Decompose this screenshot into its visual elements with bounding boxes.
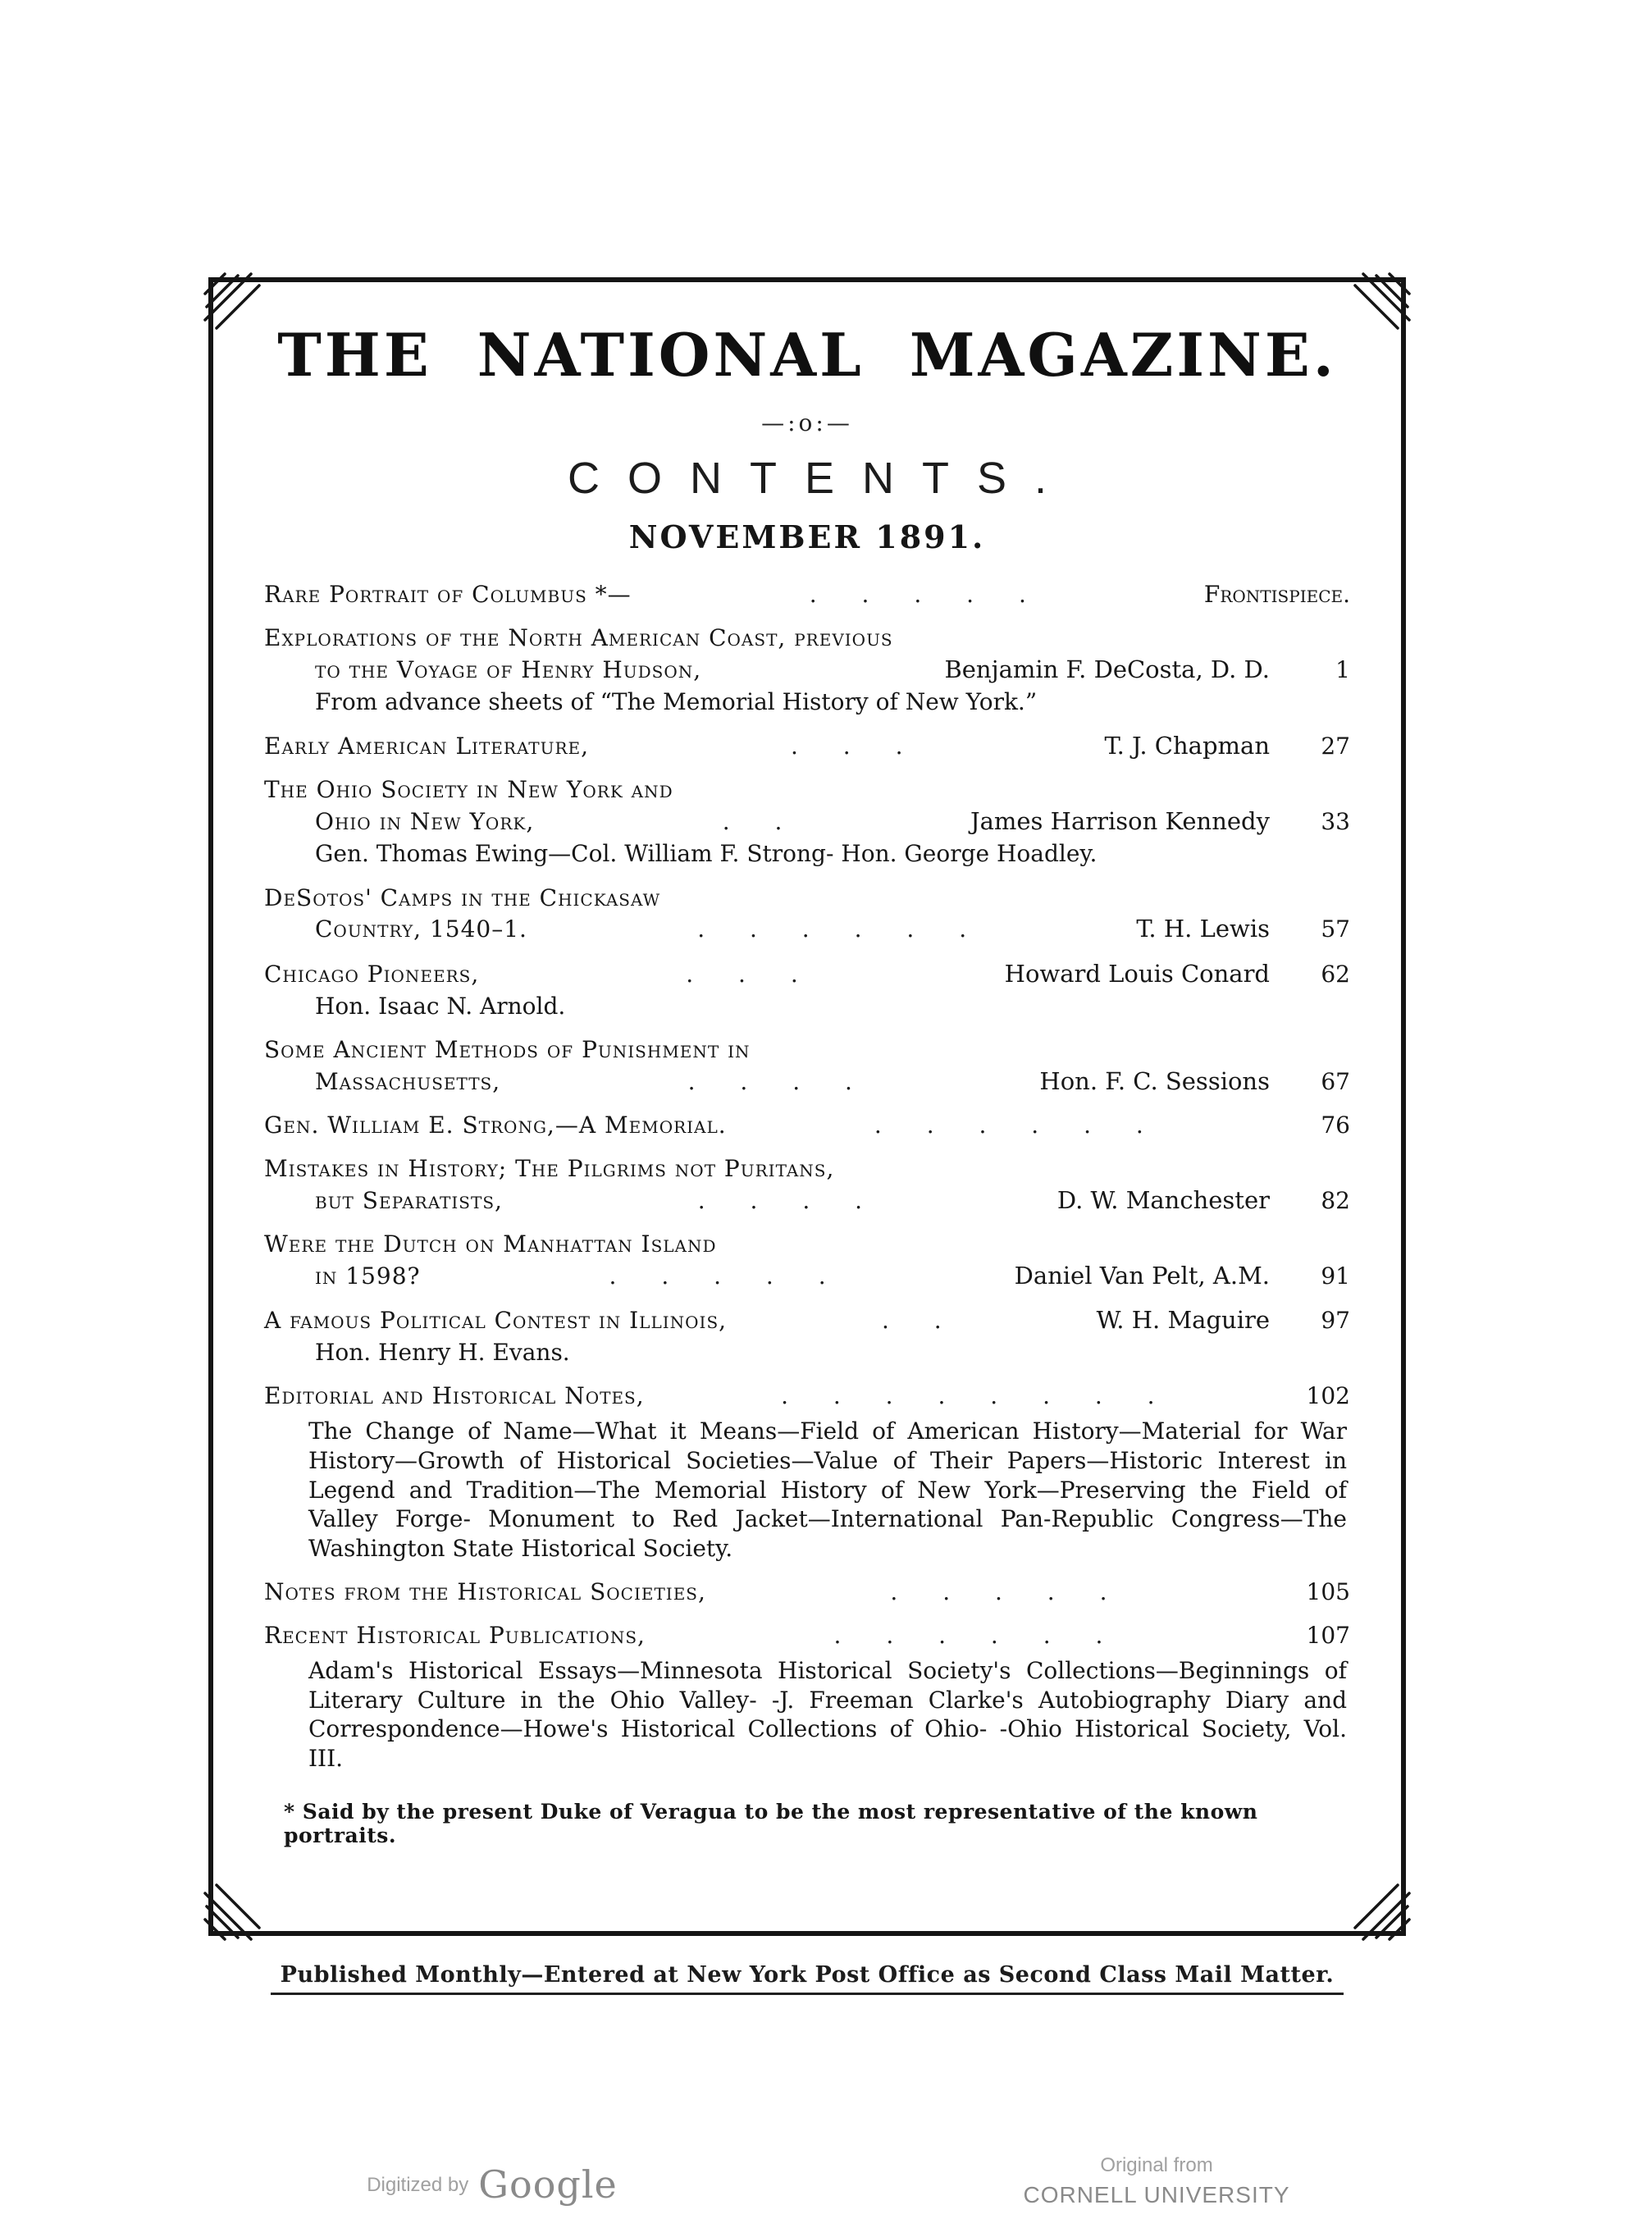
google-logo: Google	[478, 2162, 618, 2207]
toc-row-title: Mistakes in History; The Pilgrims not Puritans,	[264, 1154, 835, 1182]
toc-page-number: 67	[1321, 1067, 1350, 1095]
toc-entry	[264, 1035, 1350, 1097]
dot-leader: . . . .	[687, 1067, 852, 1095]
digitized-by-label: Digitized by	[367, 2174, 469, 2196]
toc-author: T. J. Chapman	[1104, 732, 1270, 760]
page-frame	[208, 277, 1406, 1936]
toc-row	[264, 1185, 1350, 1216]
dot-leader: . . . . . .	[874, 1111, 1143, 1139]
toc-row	[264, 731, 1350, 761]
toc-paragraph: Adam's Historical Essays—Minnesota Historical Society's Collections—Beginnings of Literary Culture in the Ohio Valley- -J. Freeman Clarke's Autobiography Diary and Correspondence—Howe's Historical Collections of Ohio- -Ohio Historical Society, Vol. III.	[308, 1656, 1347, 1773]
toc-author: Daniel Van Pelt, A.M.	[1014, 1261, 1270, 1290]
toc-entry	[264, 623, 1350, 717]
toc-page-number: 102	[1306, 1382, 1350, 1410]
toc-row-title: Editorial and Historical Notes,	[264, 1382, 645, 1410]
toc-row-title: to the Voyage of Henry Hudson,	[315, 655, 702, 683]
toc-author: W. H. Maguire	[1096, 1305, 1270, 1334]
toc-paragraph: The Change of Name—What it Means—Field of American History—Material for War History—Growth of Historical Societies—Value of Their Papers—Historic Interest in Legend and Tradition—The Memorial History of New York—Preserving the Field of Valley Forge- Monument to Red Jacket—International Pan-Republic Congress—The Washington State Historical Society.	[308, 1418, 1347, 1563]
toc-page-number: 27	[1321, 733, 1350, 760]
toc-row	[264, 806, 1350, 837]
toc-entry	[264, 1230, 1350, 1291]
magazine-title: THE NATIONAL MAGAZINE.	[277, 320, 1337, 390]
toc-row	[264, 1305, 1350, 1335]
toc-row-title: The Ohio Society in New York and	[264, 776, 673, 804]
toc-row	[264, 623, 1350, 653]
toc-row-title: in 1598?	[315, 1262, 421, 1290]
toc-row	[264, 1621, 1350, 1650]
toc-entry	[264, 1381, 1350, 1564]
toc-row	[264, 1230, 1350, 1259]
contents-heading: CONTENTS.	[567, 454, 1075, 503]
toc-entry	[264, 1111, 1350, 1140]
dot-leader: . . . . .	[809, 581, 1026, 608]
toc-page-number: 105	[1306, 1578, 1350, 1606]
dot-leader: . . .	[791, 733, 903, 760]
toc-page-number: 97	[1321, 1306, 1350, 1334]
dot-leader: . . . . . .	[833, 1621, 1103, 1649]
toc-row	[264, 1577, 1350, 1607]
imprint-wrap	[208, 1962, 1406, 1995]
toc-row-title: but Separatists,	[315, 1186, 503, 1214]
toc-row	[264, 1381, 1350, 1411]
toc-author: Hon. F. C. Sessions	[1039, 1066, 1270, 1095]
toc-author: James Harrison Kennedy	[970, 807, 1270, 836]
dot-leader: . .	[881, 1306, 942, 1334]
toc-note: Hon. Isaac N. Arnold.	[315, 992, 566, 1020]
toc-row	[264, 1066, 1350, 1097]
dot-leader: . . . . .	[609, 1262, 826, 1290]
toc-row-title: Ohio in New York,	[315, 808, 535, 836]
toc-row-title: Recent Historical Publications,	[264, 1621, 646, 1649]
toc-row-title: Were the Dutch on Manhattan Island	[264, 1230, 717, 1258]
toc-page-number: 33	[1321, 808, 1350, 836]
toc-row	[264, 655, 1350, 685]
toc-row-title: Rare Portrait of Columbus *—	[264, 581, 632, 608]
toc-author: T. H. Lewis	[1136, 915, 1270, 943]
corner-flourish-icon-top-left	[202, 271, 261, 330]
toc-note: Hon. Henry H. Evans.	[315, 1338, 570, 1366]
toc-row	[264, 1154, 1350, 1184]
toc-author: D. W. Manchester	[1056, 1185, 1270, 1214]
toc-row-title: Explorations of the North American Coast, previous	[264, 623, 893, 651]
toc-row	[264, 959, 1350, 989]
toc-page-number: 76	[1321, 1111, 1350, 1139]
dot-leader: . .	[722, 808, 783, 836]
digitized-by	[295, 2162, 689, 2207]
toc-entry	[264, 1577, 1350, 1607]
toc-row	[264, 1035, 1350, 1065]
toc-row-title: DeSotos' Camps in the Chickasaw	[264, 883, 661, 911]
toc-entry	[264, 1621, 1350, 1774]
institution-label: CORNELL UNIVERSITY	[1023, 2182, 1290, 2207]
toc-entry	[264, 731, 1350, 761]
corner-flourish-icon-bottom-left	[202, 1883, 261, 1943]
toc-row	[264, 1111, 1350, 1140]
corner-flourish-icon-bottom-right	[1353, 1883, 1412, 1943]
toc-note: From advance sheets of “The Memorial History of New York.”	[315, 687, 1038, 715]
issue-date: NOVEMBER 1891.	[628, 518, 986, 555]
toc-row	[264, 883, 1350, 913]
imprint: Published Monthly—Entered at New York Post Office as Second Class Mail Matter.	[271, 1962, 1344, 1995]
toc-page-number: 91	[1321, 1262, 1350, 1290]
toc-row-title: Chicago Pioneers,	[264, 960, 480, 988]
dot-leader: . . .	[686, 960, 798, 988]
toc-entry	[264, 580, 1350, 609]
original-from-label: Original from	[1100, 2154, 1213, 2176]
toc-row-title: Notes from the Historical Societies,	[264, 1578, 706, 1606]
toc-author: Benjamin F. DeCosta, D. D.	[944, 655, 1270, 683]
toc-entry	[264, 1154, 1350, 1216]
toc	[264, 580, 1350, 1774]
toc-row-title: Some Ancient Methods of Punishment in	[264, 1036, 751, 1064]
toc-page-number: 62	[1321, 960, 1350, 988]
toc-entry	[264, 883, 1350, 945]
toc-row	[264, 775, 1350, 805]
toc-row-title: Country, 1540–1.	[315, 915, 527, 943]
dot-leader: . . . . . .	[697, 915, 967, 943]
toc-page-number: Frontispiece.	[1203, 581, 1350, 608]
toc-row-title: Gen. William E. Strong,—A Memorial.	[264, 1111, 727, 1139]
toc-row-title: A famous Political Contest in Illinois,	[264, 1306, 728, 1334]
toc-row	[264, 580, 1350, 609]
dot-leader: . . . . .	[890, 1578, 1107, 1606]
toc-page-number: 107	[1306, 1621, 1350, 1649]
footnote: * Said by the present Duke of Veragua to be the most representative of the known portraits.	[284, 1800, 1258, 1848]
toc-entry	[264, 775, 1350, 869]
toc-page-number: 57	[1321, 915, 1350, 943]
toc-page-number: 1	[1335, 655, 1350, 683]
toc-row-title: Massachusetts,	[315, 1067, 501, 1095]
toc-author: Howard Louis Conard	[1004, 959, 1270, 988]
toc-row	[264, 1261, 1350, 1291]
corner-flourish-icon-top-right	[1353, 271, 1412, 330]
ornamental-divider: —:o:—	[761, 409, 853, 436]
toc-row	[264, 914, 1350, 944]
dot-leader: . . . .	[697, 1186, 863, 1214]
toc-entry	[264, 1305, 1350, 1368]
toc-page-number: 82	[1321, 1186, 1350, 1214]
dot-leader: . . . . . . . .	[781, 1382, 1155, 1410]
toc-row-title: Early American Literature,	[264, 733, 590, 760]
provenance	[968, 2154, 1345, 2208]
toc-entry	[264, 959, 1350, 1022]
toc-note: Gen. Thomas Ewing—Col. William F. Strong- Hon. George Hoadley.	[315, 840, 1098, 868]
